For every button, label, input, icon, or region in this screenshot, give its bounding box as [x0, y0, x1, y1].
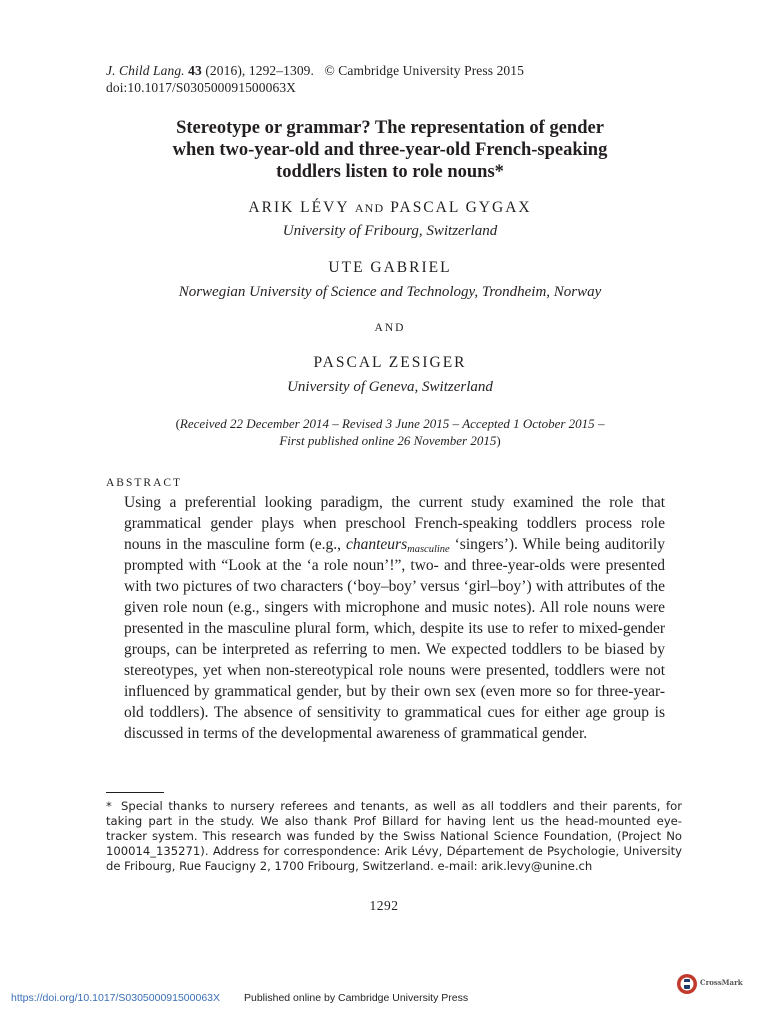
- author-line: [60, 258, 720, 278]
- page-number: 1292: [369, 898, 399, 913]
- doi-link[interactable]: https://doi.org/10.1017/S030500091500063X: [11, 992, 221, 1004]
- footnote-mark: *: [106, 799, 112, 813]
- author-name: ARIK LÉVY: [248, 199, 349, 216]
- abstract-example-word: chanteurs: [345, 536, 408, 553]
- revised-date: Revised 3 June 2015: [341, 416, 450, 431]
- citation-block: [106, 62, 524, 96]
- abstract-example-subscript: masculine: [407, 544, 450, 555]
- author-line: [60, 353, 720, 373]
- title-line: Stereotype or grammar? The representation of gender: [176, 118, 604, 138]
- abstract-part: Using a preferential looking paradigm, the current study examined the role that grammatical gender plays when preschool French-speaking toddlers process role nouns in the masculine form (e.g.,: [124, 494, 665, 553]
- author-name: UTE GABRIEL: [328, 259, 452, 276]
- history-dash: –: [328, 416, 342, 431]
- history-dash: –: [449, 416, 463, 431]
- author-conjunction: AND: [354, 201, 385, 215]
- abstract-heading: ABSTRACT: [106, 477, 183, 489]
- published-online-text: Published online by Cambridge University Press: [244, 992, 469, 1004]
- author-affiliation: Norwegian University of Science and Technology, Trondheim, Norway: [178, 284, 602, 300]
- accepted-date: Accepted 1 October 2015: [462, 416, 595, 431]
- author-affiliation: University of Geneva, Switzerland: [287, 379, 493, 395]
- citation-line: [106, 62, 524, 79]
- author-line: [60, 198, 720, 218]
- doi-text: doi:10.1017/S030500091500063X: [106, 80, 297, 95]
- download-footer: [0, 990, 768, 1006]
- article-title: [90, 117, 690, 183]
- crossmark-label: CrossMark: [700, 978, 743, 987]
- abstract-text: [124, 492, 665, 744]
- author-affiliation: University of Fribourg, Switzerland: [282, 223, 498, 239]
- journal-name: J. Child Lang.: [106, 63, 185, 78]
- received-date: Received 22 December 2014: [179, 416, 329, 431]
- first-published-date: First published online 26 November 2015: [279, 433, 497, 448]
- author-separator: AND: [374, 322, 406, 334]
- footnote-text: Special thanks to nursery referees and tenants, as well as all toddlers and their parents, for taking part in the study. We also thank Prof Billard for having lent us the head-mounted eye-tracker system. This research was funded by the Swiss National Science Foundation, (Project No 100014_135271). Address for correspondence: Arik Lévy, Département de Psychologie, University de Fribourg, Rue Faucigny 2, 1700 Fribourg, Switzerland. e-mail: arik.levy@unine.ch: [106, 799, 682, 873]
- title-line: toddlers listen to role nouns*: [276, 162, 504, 182]
- journal-volume: 43: [188, 63, 202, 78]
- journal-details: (2016), 1292–1309.: [205, 63, 314, 78]
- article-history: (Received 22 December 2014 – Revised 3 June 2015 – Accepted 1 October 2015 – First published online 26 November 2015): [175, 416, 605, 448]
- author-name: PASCAL GYGAX: [390, 199, 532, 216]
- history-dash: –: [594, 416, 605, 431]
- author-name: PASCAL ZESIGER: [313, 354, 467, 371]
- footnote: [106, 799, 682, 874]
- footnote-divider: [106, 792, 164, 793]
- copyright-notice: © Cambridge University Press 2015: [324, 63, 524, 78]
- title-line: when two-year-old and three-year-old French-speaking: [172, 140, 608, 160]
- abstract-part: ‘singers’). While being auditorily prompted with “Look at the ‘a role noun’!”, two- and three-year-olds were presented with two pictures of two characters (‘boy–boy’ versus ‘girl–boy’) with attributes of the given role noun (e.g., singers with microphone and music notes). All role nouns were presented in the masculine plural form, which, despite its use to refer to mixed-gender groups, can be interpreted as referring to men. We expected toddlers to be biased by stereotypes, yet when non-stereotypical role nouns were presented, toddlers were not influenced by grammatical gender, but by their own sex (even more so for three-year-old toddlers). The absence of sensitivity to grammatical cues for either age group is discussed in terms of the developmental awareness of grammatical gender.: [124, 536, 665, 742]
